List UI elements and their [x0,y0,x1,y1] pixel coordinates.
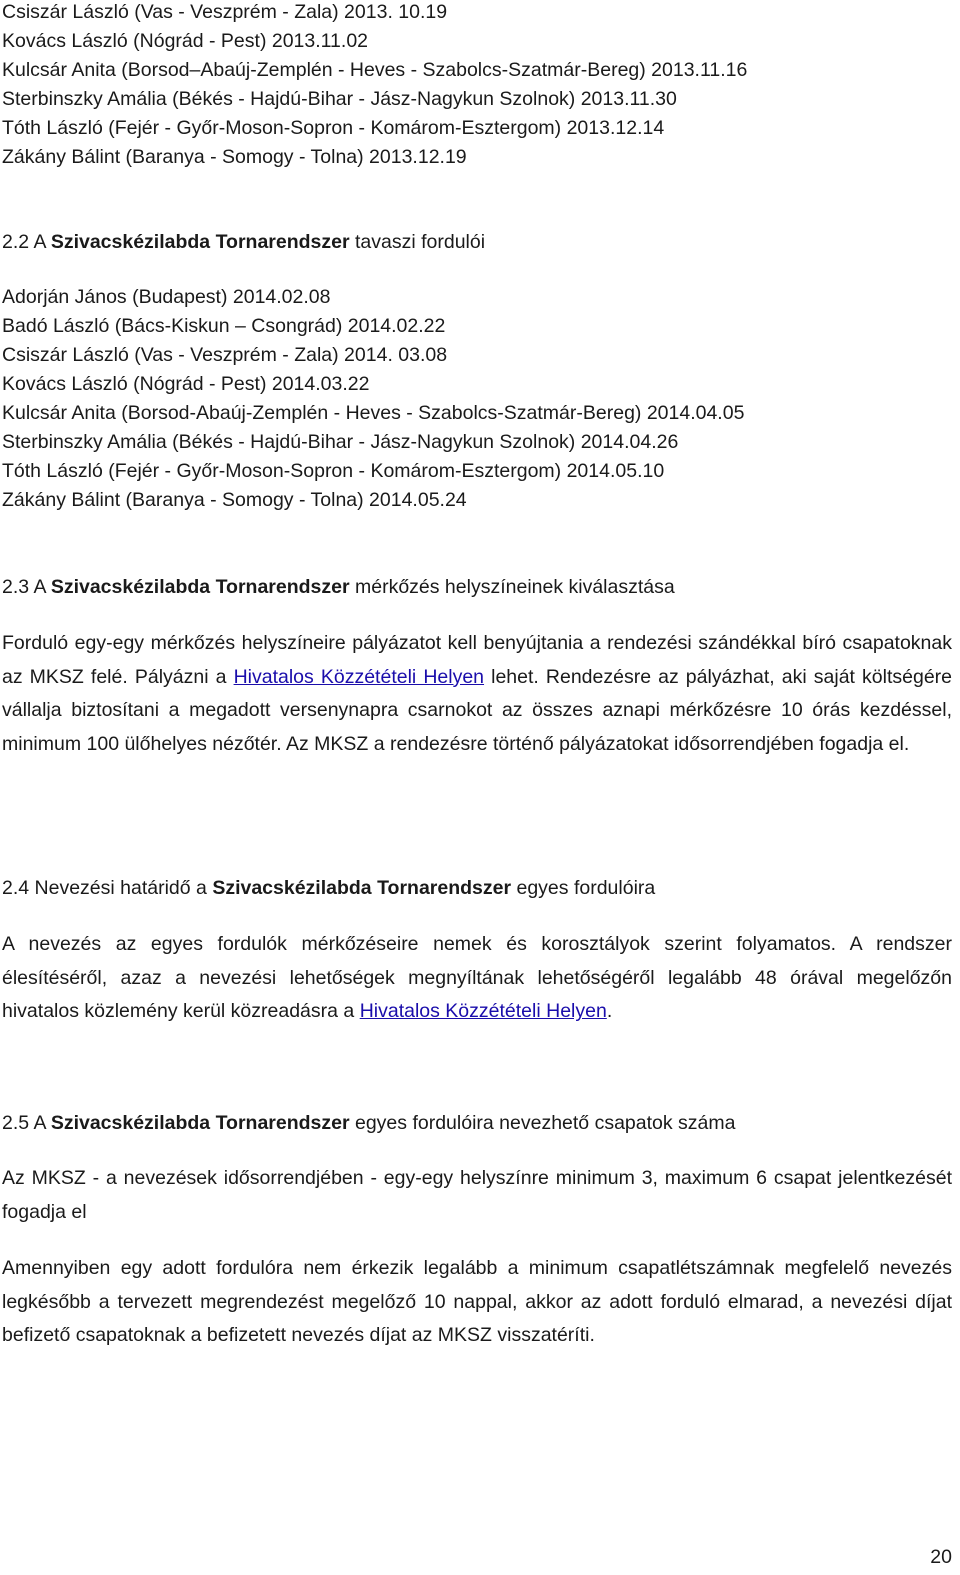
autumn-round-item: Zákány Bálint (Baranya - Somogy - Tolna) 2013.12.19 [2,146,467,168]
section-2-3-paragraph [2,627,952,762]
section-2-5-paragraph-2: Amennyiben egy adott fordulóra nem érkezik legalább a minimum csapatlétszámnak megfelelő nevezés legkésőbb a tervezett megrendezést megelőző 10 nappal, akkor az adott forduló elmarad, a nevezési díjat befizető csapatoknak a befizetett nevezés díjat az MKSZ visszatéríti. [2,1257,952,1347]
spring-round-item: Badó László (Bács-Kiskun – Csongrád) 2014.02.22 [2,315,446,337]
official-publication-link[interactable]: Hivatalos Közzétételi Helyen [233,665,485,688]
heading-bold-text: Szivacskézilabda Tornarendszer [212,877,512,899]
paragraph-text: Forduló egy-egy mérkőzés helyszíneire pályázatot kell benyújtania a rendezési szándékkal bíró csapatoknak az MKSZ felé. Pályázni a [2,632,952,688]
spring-round-item: Kulcsár Anita (Borsod-Abaúj-Zemplén - Heves - Szabolcs-Szatmár-Bereg) 2014.04.05 [2,402,745,424]
section-2-4-paragraph [2,928,952,1029]
heading-text-pre: A [33,231,51,253]
official-publication-link[interactable]: Hivatalos Közzétételi Helyen [359,1000,607,1023]
spring-round-item: Adorján János (Budapest) 2014.02.08 [2,286,331,308]
paragraph-text: lehet. Rendezésre az pályázhat, aki saját költségére vállalja biztosítani a megadott versenynapra csarnokot az összes aznapi mérkőzésre 10 órás kezdéssel, minimum 100 ülőhelyes nézőtér. Az MKSZ a rendezésre történő pályázatokat idősorrendjében fogadja el. [2,665,953,756]
autumn-round-item: Kovács László (Nógrád - Pest) 2013.11.02 [2,30,369,52]
heading-bold-text: Szivacskézilabda Tornarendszer [50,231,350,253]
heading-text-post: egyes fordulóira nevezhető csapatok száma [349,1112,736,1134]
heading-bold-text: Szivacskézilabda Tornarendszer [50,1112,350,1134]
section-2-2-heading [2,230,485,254]
spring-round-item: Sterbinszky Amália (Békés - Hajdú-Bihar - Jász-Nagykun Szolnok) 2014.04.26 [2,431,679,453]
section-2-5-paragraph-1: Az MKSZ - a nevezések idősorrendjében - egy-egy helyszínre minimum 3, maximum 6 csapat jelentkezését fogadja el [2,1167,952,1223]
section-number: 2.3 [2,576,30,598]
section-number: 2.4 [2,877,30,899]
autumn-round-item: Sterbinszky Amália (Békés - Hajdú-Bihar - Jász-Nagykun Szolnok) 2013.11.30 [2,88,677,110]
autumn-round-item: Kulcsár Anita (Borsod–Abaúj-Zemplén - Heves - Szabolcs-Szatmár-Bereg) 2013.11.16 [2,59,748,81]
section-number: 2.5 [2,1112,30,1134]
heading-text-pre: Nevezési határidő a [34,877,213,899]
heading-bold-text: Szivacskézilabda Tornarendszer [50,576,350,598]
spring-round-item: Tóth László (Fejér - Győr-Moson-Sopron - Komárom-Esztergom) 2014.05.10 [2,460,665,482]
section-number: 2.2 [2,231,30,253]
spring-round-item: Zákány Bálint (Baranya - Somogy - Tolna) 2014.05.24 [2,489,467,511]
spring-round-item: Kovács László (Nógrád - Pest) 2014.03.22 [2,373,370,395]
autumn-round-item: Tóth László (Fejér - Győr-Moson-Sopron - Komárom-Esztergom) 2013.12.14 [2,117,665,139]
section-2-5-heading [2,1111,735,1135]
paragraph-text: A nevezés az egyes fordulók mérkőzéseire nemek és korosztályok szerint folyamatos. A rendszer élesítéséről, azaz a nevezési lehetőségek megnyíltának lehetőségéről legalább 48 órával megelőzőn hivatalos közlemény kerül közreadásra a [2,933,952,1023]
section-2-4-heading [2,876,655,900]
paragraph-text: . [606,1000,613,1023]
autumn-round-item: Csiszár László (Vas - Veszprém - Zala) 2013. 10.19 [2,1,448,23]
heading-text-pre: A [33,576,51,598]
heading-text-pre: A [33,1112,51,1134]
spring-round-item: Csiszár László (Vas - Veszprém - Zala) 2014. 03.08 [2,344,448,366]
page-number: 20 [930,1546,952,1568]
heading-text-post: egyes fordulóira [511,877,656,899]
heading-text-post: tavaszi fordulói [349,231,486,253]
heading-text-post: mérkőzés helyszíneinek kiválasztása [349,576,675,598]
section-2-3-heading [2,575,675,599]
